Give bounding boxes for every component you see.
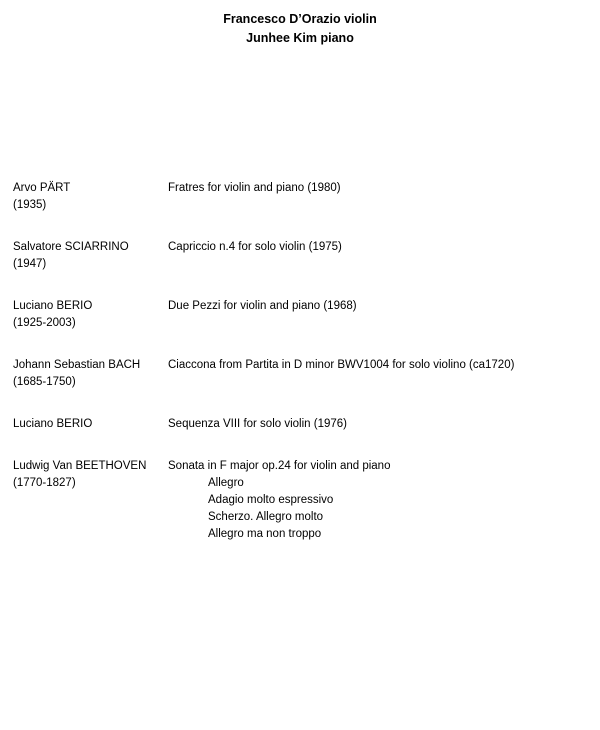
movement-item: Adagio molto espressivo <box>208 494 334 506</box>
program-entry <box>0 416 600 433</box>
composer-block <box>0 357 168 391</box>
movement-item: Allegro <box>208 477 244 489</box>
composer-block <box>0 416 168 433</box>
composer-years: (1685-1750) <box>13 376 76 388</box>
composer-name: Ludwig Van BEETHOVEN <box>13 460 147 472</box>
composer-years: (1947) <box>13 258 47 270</box>
movement-item: Allegro ma non troppo <box>208 528 322 540</box>
work-block <box>168 357 600 374</box>
composer-name: Arvo PÄRT <box>13 182 71 194</box>
movement-list <box>168 475 590 543</box>
work-block <box>168 239 600 256</box>
work-title: Sequenza VIII for solo violin (1976) <box>168 418 347 430</box>
composer-block <box>0 298 168 332</box>
work-title: Ciaccona from Partita in D minor BWV1004 for solo violino (ca1720) <box>168 359 515 371</box>
composer-block <box>0 239 168 273</box>
program-entry <box>0 458 600 543</box>
work-block <box>168 180 600 197</box>
work-title: Capriccio n.4 for solo violin (1975) <box>168 241 342 253</box>
program-list <box>0 180 600 568</box>
composer-years: (1925-2003) <box>13 317 76 329</box>
work-title: Due Pezzi for violin and piano (1968) <box>168 300 357 312</box>
program-entry <box>0 180 600 214</box>
work-block <box>168 458 600 543</box>
program-entry <box>0 357 600 391</box>
composer-name: Luciano BERIO <box>13 300 93 312</box>
composer-block <box>0 458 168 492</box>
work-block <box>168 298 600 315</box>
work-title: Sonata in F major op.24 for violin and piano <box>168 460 391 472</box>
movement-item: Scherzo. Allegro molto <box>208 511 324 523</box>
program-entry <box>0 298 600 332</box>
composer-name: Salvatore SCIARRINO <box>13 241 129 253</box>
performer-piano: Junhee Kim piano <box>246 31 354 45</box>
work-block <box>168 416 600 433</box>
composer-name: Luciano BERIO <box>13 418 93 430</box>
composer-name: Johann Sebastian BACH <box>13 359 141 371</box>
composer-years: (1935) <box>13 199 47 211</box>
program-entry <box>0 239 600 273</box>
performer-violin: Francesco D’Orazio violin <box>223 12 377 26</box>
work-title: Fratres for violin and piano (1980) <box>168 182 341 194</box>
page-title <box>0 0 600 48</box>
composer-block <box>0 180 168 214</box>
composer-years: (1770-1827) <box>13 477 76 489</box>
